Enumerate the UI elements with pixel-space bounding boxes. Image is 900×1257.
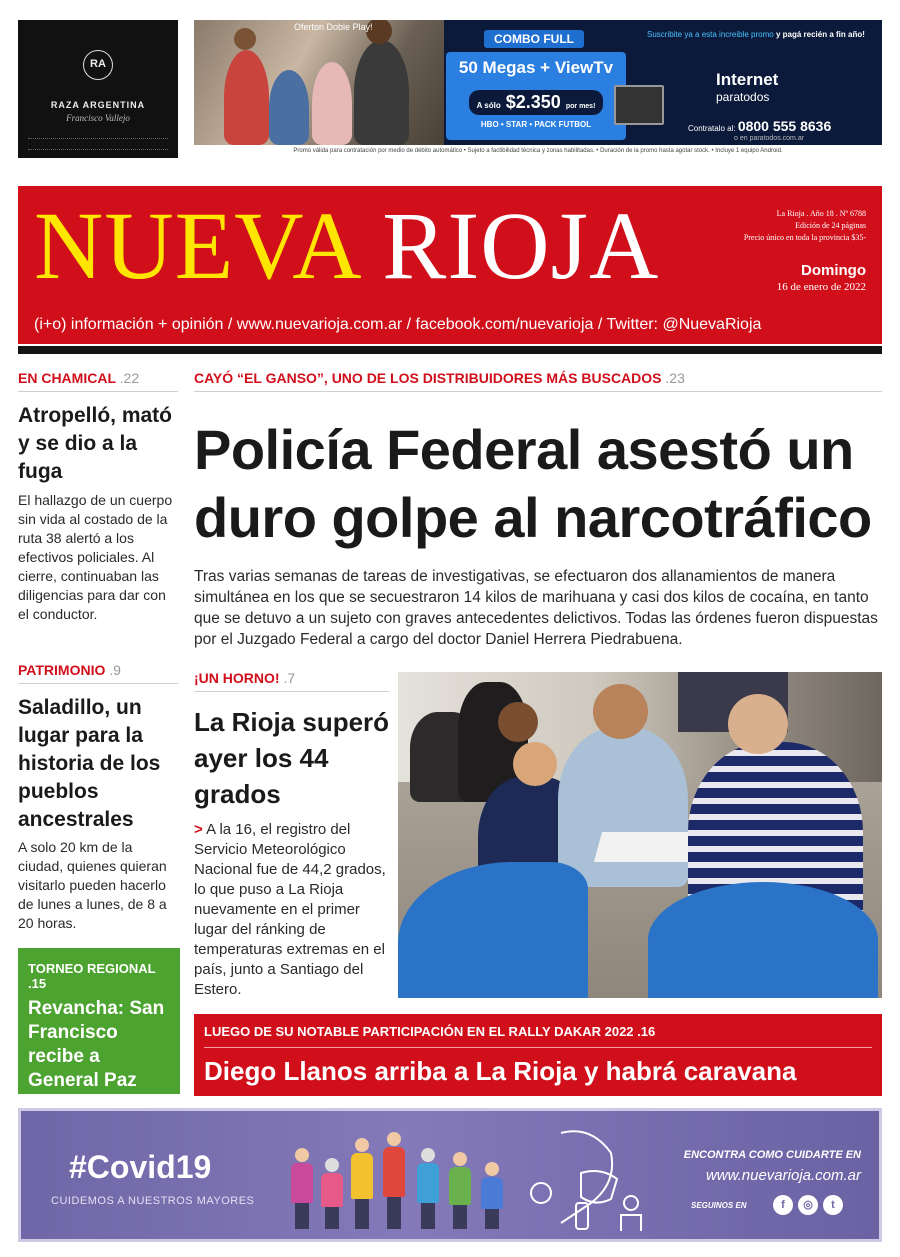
kicker-chamical[interactable]: EN CHAMICAL .22	[18, 370, 178, 392]
person-figure	[383, 1132, 405, 1229]
newspaper-title[interactable]: NUEVA RIOJA	[34, 192, 660, 299]
main-headline[interactable]: Policía Federal asestó un duro golpe al narcotráfico	[194, 418, 872, 549]
body-saladillo: A solo 20 km de la ciudad, quienes quieran visitarlo pueden hacerlo de lunes a lunes, de 8 a 20 horas.	[18, 839, 167, 931]
face-mask-icon	[521, 1123, 661, 1235]
headline-saladillo[interactable]: Saladillo, un lugar para la historia de los pueblos ancestrales	[18, 696, 161, 831]
main-lead: Tras varias semanas de tareas de investigativas, se efectuaron dos allanamientos de manera simultánea en los que se secuestraron 14 kilos de marihuana y casi dos kilos de cocaína, en tanto que se detuvo a un sujeto con graves antecedentes delictivos. Todas las órdenes fueron dispuestas por el Juzgado Federal a cargo del doctor Daniel Herrera Piedrabuena.	[194, 568, 878, 648]
person-figure	[321, 1158, 343, 1229]
brand-name: Internet	[716, 70, 779, 89]
covid-subtitle: CUIDEMOS A NUESTROS MAYORES	[51, 1195, 255, 1207]
headline-heat[interactable]: La Rioja superó ayer los 44 grados	[194, 707, 390, 809]
price-label: A sólo $2.350 por mes!	[469, 90, 604, 115]
contact-phone: Contratalo al: 0800 555 8636	[688, 118, 832, 134]
raza-signature: Francisco Vallejo	[66, 113, 130, 123]
issue-date: Domingo 16 de enero de 2022	[776, 262, 866, 293]
person-figure	[449, 1152, 471, 1229]
family-photo	[194, 20, 444, 145]
person-figure	[291, 1148, 313, 1229]
offer-tag: Oferton Doble Play!	[294, 22, 373, 32]
channels-label: HBO • STAR • PACK FUTBOL	[480, 120, 592, 129]
raza-name: RAZA ARGENTINA	[50, 100, 146, 110]
person-figure	[351, 1138, 373, 1229]
twitter-icon[interactable]: t	[823, 1195, 843, 1215]
person-figure	[417, 1148, 439, 1229]
covid-banner[interactable]	[18, 1108, 882, 1242]
raza-logo: RA	[83, 50, 113, 80]
kicker-torneo: TORNEO REGIONAL .15	[28, 961, 156, 991]
follow-label: SEGUINOS EN	[691, 1201, 747, 1210]
kicker-patrimonio[interactable]: PATRIMONIO .9	[18, 662, 178, 684]
raza-argentina-ad[interactable]	[18, 20, 178, 158]
torneo-regional-box[interactable]	[18, 948, 180, 1094]
tagline: (i+o) información + opinión / www.nuevarioja.com.ar / facebook.com/nuevarioja / Twitter: @NuevaRioja	[34, 316, 762, 333]
body-heat: > A la 16, el registro del Servicio Meteorológico Nacional fue de 44,2 grados, lo que puso a La Rioja nuevamente en el primer lugar del ránking de temperaturas extremas en el país, junto a Santiago del Estero.	[194, 821, 386, 998]
kicker-main[interactable]: CAYÓ “EL GANSO”, UNO DE LOS DISTRIBUIDORES MÁS BUSCADOS .23	[194, 370, 882, 392]
body-atropello: El hallazgo de un cuerpo sin vida al costado de la ruta 38 alertó a los efectivos policiales. Al cierre, continuaban las diligencias para dar con el conductor.	[18, 492, 173, 622]
person-figure	[481, 1162, 503, 1229]
covid-hashtag: #Covid19	[69, 1149, 212, 1185]
masthead	[18, 186, 882, 344]
internet-paratodos-ad[interactable]	[194, 20, 882, 158]
raza-fine-print	[28, 138, 168, 150]
instagram-icon[interactable]: ◎	[798, 1195, 818, 1215]
headline-atropello[interactable]: Atropelló, mató y se dio a la fuga	[18, 404, 173, 483]
covid-cta-1: ENCONTRA COMO CUIDARTE EN	[683, 1149, 861, 1161]
contact-site: o en paratodos.com.ar	[734, 135, 805, 142]
headline-revancha: Revancha: San Francisco recibe a General Paz	[28, 998, 165, 1091]
facebook-icon[interactable]: f	[773, 1195, 793, 1215]
masthead-rule	[18, 346, 882, 354]
dakar-story[interactable]	[194, 1014, 882, 1096]
combo-badge: COMBO FULL	[484, 30, 584, 48]
laptop-icon	[614, 85, 664, 125]
subscribe-text: Suscribite ya a esta increible promo y pagá recién a fin año!	[647, 30, 865, 39]
edition-info: La Rioja . Año 18 . Nº 6788 Edición de 24 páginas Precio único en toda la provincia $35-	[743, 209, 866, 242]
headline-dakar: Diego Llanos arriba a La Rioja y habrá caravana	[204, 1056, 797, 1086]
offer-box	[446, 52, 626, 140]
covid-cta-2[interactable]: www.nuevarioja.com.ar	[705, 1167, 861, 1184]
ad-disclaimer: Promo válida para contratación por medio de débito automático • Sujeto a factibilidad técnica y zonas habilitadas. • Duración de la promo hasta agotar stock. • Incluye 1 equipo Android.	[194, 145, 882, 158]
kicker-horno[interactable]: ¡UN HORNO! .7	[194, 670, 389, 692]
kicker-dakar: LUEGO DE SU NOTABLE PARTICIPACIÓN EN EL RALLY DAKAR 2022 .16	[204, 1024, 656, 1039]
heat-photo	[398, 672, 882, 998]
speed-label: 50 Megas + ViewTv	[458, 58, 614, 77]
brand-name-2: paratodos	[716, 90, 770, 104]
